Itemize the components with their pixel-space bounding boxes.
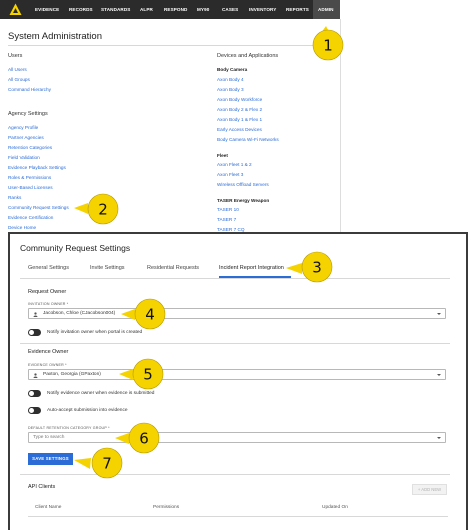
link-command-hierarchy[interactable]: Command Hierarchy: [8, 87, 51, 92]
link-early-access-devices[interactable]: Early Access Devices: [217, 127, 262, 132]
link-retention-categories[interactable]: Retention Categories: [8, 145, 53, 150]
link-taser-7[interactable]: TASER 7: [217, 217, 237, 222]
link-community-request-settings[interactable]: Community Request Settings: [8, 205, 69, 210]
table-header-divider: [28, 516, 448, 517]
agency-section-title: Agency Settings: [8, 111, 48, 117]
fleet-title: Fleet: [217, 153, 228, 158]
evidence-owner-title: Evidence Owner: [28, 349, 69, 355]
toggle-knob: [29, 391, 34, 396]
callout-3: [284, 251, 338, 283]
callout-5-number: 5: [143, 365, 153, 384]
tab-residential-requests[interactable]: Residential Requests: [147, 265, 199, 271]
link-taser-7-cq[interactable]: TASER 7 CQ: [217, 227, 245, 232]
callout-5: [117, 358, 169, 390]
callout-2-number: 2: [98, 200, 108, 219]
link-user-based-licenses[interactable]: User-Based Licenses: [8, 185, 53, 190]
nav-alpr[interactable]: ALPR: [140, 7, 153, 12]
callout-1: [301, 22, 347, 64]
callout-2: [72, 193, 124, 225]
link-all-users[interactable]: All Users: [8, 67, 27, 72]
callout-7: [72, 446, 126, 480]
save-settings-button[interactable]: SAVE SETTINGS: [28, 453, 73, 465]
auto-accept-label: Auto-accept submission into evidence: [47, 408, 128, 413]
link-axon-body-4[interactable]: Axon Body 4: [217, 77, 244, 82]
link-roles-permissions[interactable]: Roles & Permissions: [8, 175, 52, 180]
callout-4: [119, 298, 171, 330]
link-taser-10[interactable]: TASER 10: [217, 207, 239, 212]
chevron-down-icon: [437, 374, 441, 376]
link-field-validation[interactable]: Field Validation: [8, 155, 40, 160]
link-body-camera-wifi[interactable]: Body Camera Wi-Fi Networks: [217, 137, 279, 142]
person-icon: [33, 312, 38, 317]
tabs-divider: [20, 278, 450, 279]
request-owner-title: Request Owner: [28, 289, 67, 295]
column-permissions[interactable]: Permissions: [153, 505, 180, 510]
link-agency-profile[interactable]: Agency Profile: [8, 125, 39, 130]
notify-invitation-owner-label: Notify invitation owner when portal is created: [47, 330, 143, 335]
invitation-owner-label: INVITATION OWNER *: [28, 302, 69, 306]
tab-invite-settings[interactable]: Invite Settings: [90, 265, 125, 271]
invitation-owner-select[interactable]: [28, 308, 446, 319]
link-partner-agencies[interactable]: Partner Agencies: [8, 135, 44, 140]
divider: [8, 45, 338, 46]
retention-category-label: DEFAULT RETENTION CATEGORY GROUP *: [28, 426, 110, 430]
devices-section-title: Devices and Applications: [217, 53, 279, 59]
tab-incident-report-integration[interactable]: Incident Report Integration: [219, 265, 284, 271]
api-clients-title: API Clients: [28, 484, 56, 490]
page-title: System Administration: [8, 31, 102, 42]
link-axon-body-1-flex-1[interactable]: Axon Body 1 & Flex 1: [217, 117, 263, 122]
retention-category-select[interactable]: [28, 432, 446, 443]
active-tab-indicator: [219, 276, 291, 278]
chevron-down-icon: [437, 313, 441, 315]
nav-evidence[interactable]: EVIDENCE: [35, 7, 60, 12]
nav-respond[interactable]: RESPOND: [164, 7, 188, 12]
taser-title: TASER Energy Weapon: [217, 198, 270, 203]
evidence-owner-select[interactable]: [28, 369, 446, 380]
evidence-owner-label: EVIDENCE OWNER *: [28, 363, 67, 367]
section-divider: [20, 343, 450, 344]
nav-cases[interactable]: CASES: [222, 7, 239, 12]
column-updated-on[interactable]: Updated On: [322, 505, 348, 510]
chevron-down-icon: [437, 437, 441, 439]
toggle-knob: [29, 408, 34, 413]
link-axon-fleet-1-2[interactable]: Axon Fleet 1 & 2: [217, 162, 252, 167]
panel-title: Community Request Settings: [20, 243, 131, 253]
axon-logo-icon[interactable]: [9, 3, 22, 16]
invitation-owner-value: Jacobson, Chloe (CJacobson004): [43, 311, 116, 316]
link-ranks[interactable]: Ranks: [8, 195, 22, 200]
callout-1-number: 1: [323, 36, 333, 55]
person-icon: [33, 373, 38, 378]
link-device-home[interactable]: Device Home: [8, 225, 37, 230]
users-section-title: Users: [8, 53, 23, 59]
link-wireless-offload-servers[interactable]: Wireless Offload Servers: [217, 182, 269, 187]
callout-6-number: 6: [139, 429, 149, 448]
link-axon-fleet-3[interactable]: Axon Fleet 3: [217, 172, 244, 177]
retention-search-placeholder: Type to search: [33, 435, 65, 440]
column-client-name[interactable]: Client Name: [35, 505, 62, 510]
link-evidence-playback-settings[interactable]: Evidence Playback Settings: [8, 165, 66, 170]
link-evidence-certification[interactable]: Evidence Certification: [8, 215, 54, 220]
add-new-button[interactable]: + ADD NEW: [412, 484, 447, 495]
link-axon-body-2-flex-2[interactable]: Axon Body 2 & Flex 2: [217, 107, 263, 112]
link-all-groups[interactable]: All Groups: [8, 77, 30, 82]
nav-records[interactable]: RECORDS: [69, 7, 93, 12]
toggle-knob: [29, 330, 34, 335]
top-nav: [0, 0, 340, 19]
link-axon-body-3[interactable]: Axon Body 3: [217, 87, 244, 92]
nav-admin[interactable]: ADMIN: [318, 7, 334, 12]
auto-accept-toggle[interactable]: [28, 407, 41, 414]
notify-evidence-owner-toggle[interactable]: [28, 390, 41, 397]
nav-reports[interactable]: REPORTS: [286, 7, 309, 12]
system-admin-panel: [0, 19, 341, 262]
nav-standards[interactable]: STANDARDS: [101, 7, 131, 12]
notify-invitation-owner-toggle[interactable]: [28, 329, 41, 336]
callout-7-number: 7: [102, 454, 112, 473]
body-camera-title: Body Camera: [217, 67, 248, 72]
tab-general-settings[interactable]: General Settings: [28, 265, 69, 271]
notify-evidence-owner-label: Notify evidence owner when evidence is submitted: [47, 391, 155, 396]
evidence-owner-value: Paxton, Georgia (GPaxton): [43, 372, 101, 377]
nav-inventory[interactable]: INVENTORY: [249, 7, 277, 12]
callout-4-number: 4: [145, 305, 155, 324]
nav-my90[interactable]: MY90: [197, 7, 210, 12]
callout-3-number: 3: [312, 258, 322, 277]
link-axon-body-workforce[interactable]: Axon Body Workforce: [217, 97, 263, 102]
